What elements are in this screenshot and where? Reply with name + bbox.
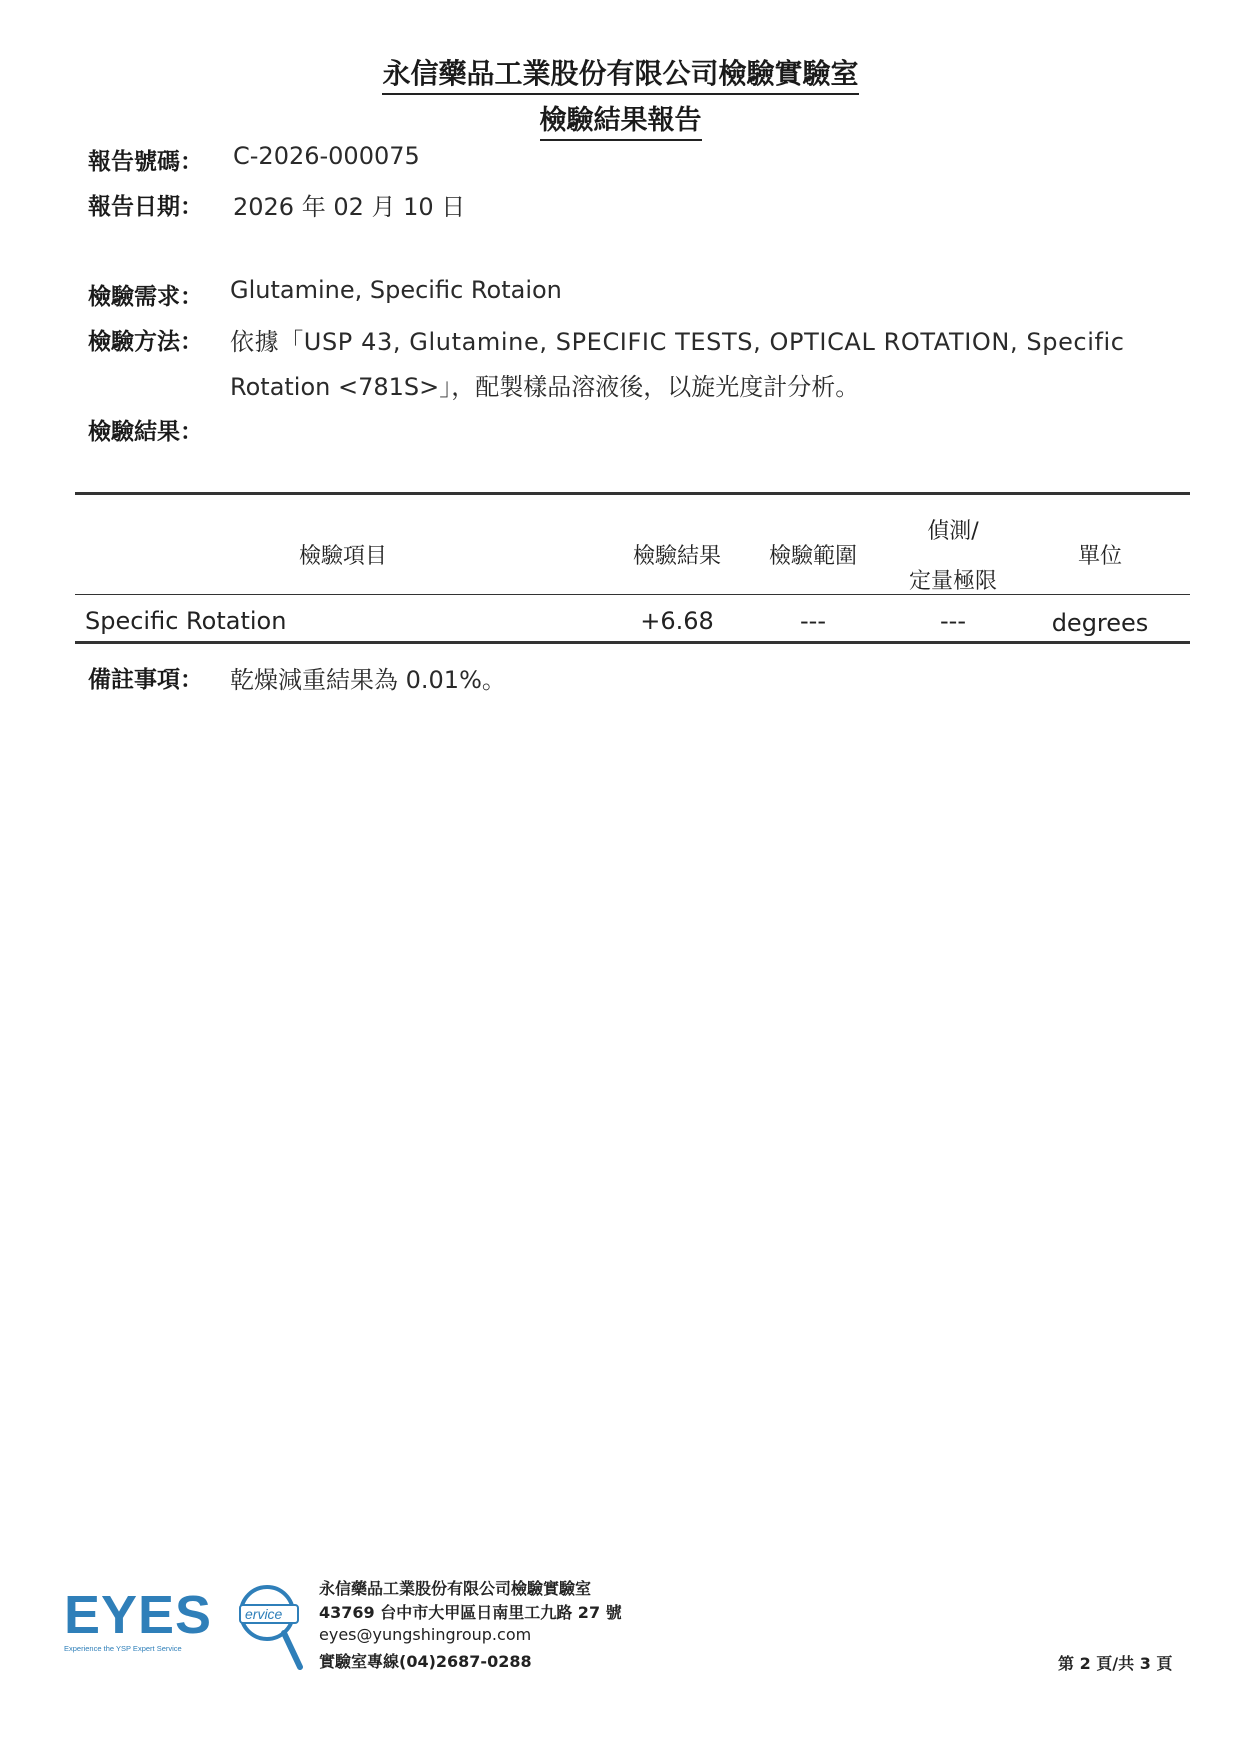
footer-phone: 實驗室專線(04)2687-0288 [319,1652,532,1671]
method-label: 檢驗方法： [88,329,203,355]
footer-email: eyes@yungshingroup.com [319,1625,532,1644]
row-item: Specific Rotation [85,607,287,635]
request-label: 檢驗需求： [88,284,203,310]
method-line-2: Rotation <781S>」，配製樣品溶液後，以旋光度計分析。 [230,373,860,401]
page-number: 第 2 頁/共 3 頁 [1058,1654,1173,1673]
report-title: 檢驗結果報告 [0,98,1241,137]
method-line-1: 依據「USP 43, Glutamine, SPECIFIC TESTS, OPTICAL ROTATION, Specific [230,328,1125,356]
table-top-rule [75,492,1190,495]
row-unit: degrees [1051,609,1149,637]
row-result: +6.68 [640,607,714,635]
th-range: 檢驗範圍 [768,544,857,569]
footer-company: 永信藥品工業股份有限公司檢驗實驗室 [319,1579,592,1598]
th-item: 檢驗項目 [298,544,387,569]
footer-address: 43769 台中市大甲區日南里工九路 27 號 [319,1603,622,1622]
table-bottom-rule [75,641,1190,644]
report-date: 2026 年 02 月 10 日 [233,193,466,221]
report-no: C-2026-000075 [233,142,420,170]
th-limit-line1: 偵測/ [927,519,979,544]
th-result: 檢驗結果 [632,544,721,569]
result-label: 檢驗結果： [88,419,203,445]
row-limit: --- [940,607,966,635]
company-title: 永信藥品工業股份有限公司檢驗實驗室 [0,52,1241,92]
row-range: --- [800,607,826,635]
svg-text:Experience the YSP Expert Serv: Experience the YSP Expert Service [64,1644,182,1653]
remarks-label: 備註事項： [88,667,203,693]
request-value: Glutamine, Specific Rotaion [230,276,562,304]
svg-text:EYES: EYES [64,1585,213,1645]
th-unit: 單位 [1077,544,1122,569]
table-header-rule [75,594,1190,595]
remarks-value: 乾燥減重結果為 0.01%。 [230,666,506,694]
th-limit-line2: 定量極限 [908,569,997,594]
report-date-label: 報告日期： [88,194,203,220]
eyes-logo [62,1565,312,1675]
report-no-label: 報告號碼： [88,149,203,175]
svg-text:ervice: ervice [245,1606,283,1622]
